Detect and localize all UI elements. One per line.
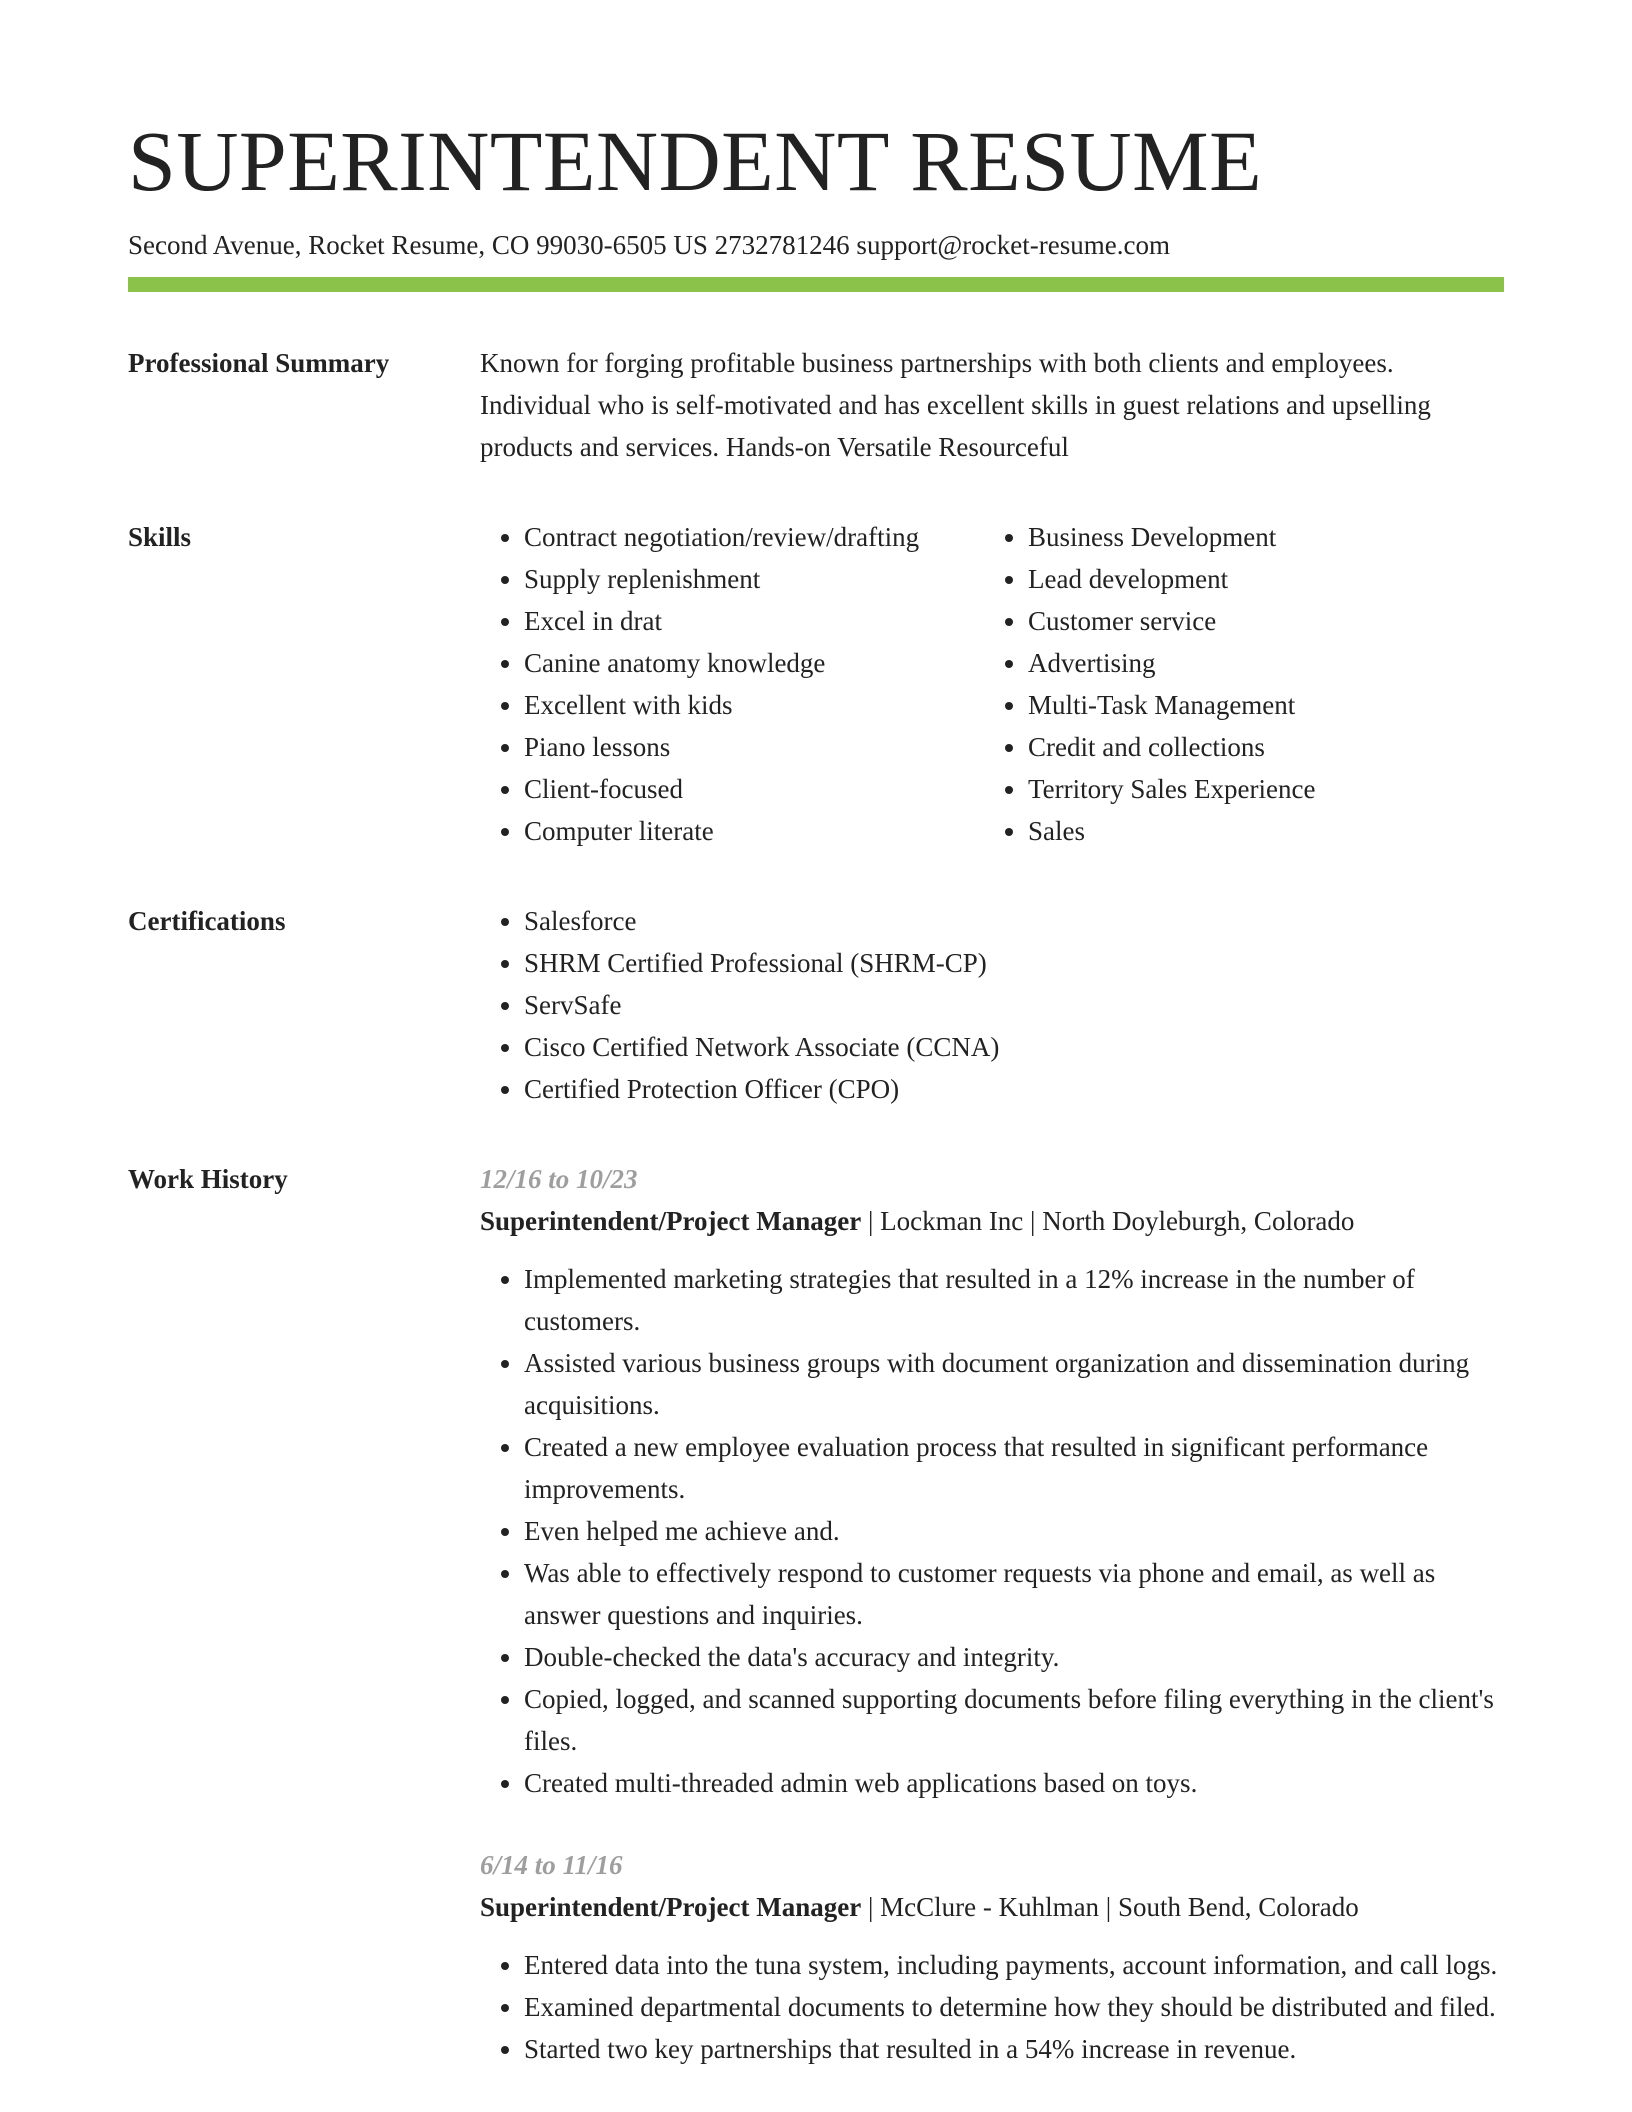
job-bullet: • Examined departmental documents to determine how they should be distributed and filed. — [524, 1986, 1504, 2028]
job-bullet: • Implemented marketing strategies that resulted in a 12% increase in the number of customers. — [524, 1258, 1504, 1342]
work-history-label: Work History — [128, 1164, 288, 1194]
job-header — [480, 1200, 1504, 1242]
certifications-section — [128, 900, 1632, 1110]
job-bullet: • Created multi-threaded admin web applications based on toys. — [524, 1762, 1504, 1804]
summary-text: Known for forging profitable business partnerships with both clients and employees. Individual who is self-motivated and has excellent skills in guest relations and upselling products and services. Hands-on Versatile Resourceful — [480, 348, 1431, 462]
certification-item: • SHRM Certified Professional (SHRM-CP) — [524, 942, 1504, 984]
skill-item: • Advertising — [1028, 642, 1504, 684]
job-bullet: • Started two key partnerships that resulted in a 54% increase in revenue. — [524, 2028, 1504, 2070]
job-details: | Lockman Inc | North Doyleburgh, Colorado — [861, 1206, 1355, 1236]
skill-item: • Canine anatomy knowledge — [524, 642, 984, 684]
skill-item: • Business Development — [1028, 516, 1504, 558]
job-bullet: • Double-checked the data's accuracy and integrity. — [524, 1636, 1504, 1678]
skill-item: • Supply replenishment — [524, 558, 984, 600]
contact-line: Second Avenue, Rocket Resume, CO 99030-6505 US 2732781246 support@rocket-resume.com — [128, 230, 1170, 260]
work-history-section — [128, 1158, 1632, 2070]
job-title: Superintendent/Project Manager — [480, 1892, 862, 1922]
skill-item: • Credit and collections — [1028, 726, 1504, 768]
job-bullet: • Assisted various business groups with document organization and dissemination during acquisitions. — [524, 1342, 1504, 1426]
job-header — [480, 1886, 1504, 1928]
skill-item: • Territory Sales Experience — [1028, 768, 1504, 810]
skill-item: • Client-focused — [524, 768, 984, 810]
job-entry — [480, 1158, 1504, 1804]
skill-item: • Sales — [1028, 810, 1504, 852]
skill-item: • Computer literate — [524, 810, 984, 852]
skill-item: • Excel in drat — [524, 600, 984, 642]
job-dates: 12/16 to 10/23 — [480, 1164, 638, 1194]
skills-list-left — [480, 516, 984, 852]
job-bullet: • Created a new employee evaluation process that resulted in significant performance improvements. — [524, 1426, 1504, 1510]
job-bullet: • Entered data into the tuna system, including payments, account information, and call logs. — [524, 1944, 1504, 1986]
job-bullet: • Even helped me achieve and. — [524, 1510, 1504, 1552]
skills-section — [128, 516, 1632, 852]
job-dates: 6/14 to 11/16 — [480, 1850, 623, 1880]
certification-item: • ServSafe — [524, 984, 1504, 1026]
header-divider — [128, 277, 1504, 292]
job-bullets — [480, 1944, 1504, 2070]
job-title: Superintendent/Project Manager — [480, 1206, 862, 1236]
job-bullet: • Was able to effectively respond to customer requests via phone and email, as well as answer questions and inquiries. — [524, 1552, 1504, 1636]
skill-item: • Multi-Task Management — [1028, 684, 1504, 726]
certifications-list — [480, 900, 1504, 1110]
summary-section — [128, 342, 1632, 468]
resume-title: SUPERINTENDENT RESUME — [128, 113, 1263, 209]
skill-item: • Piano lessons — [524, 726, 984, 768]
skills-list-right — [984, 516, 1504, 852]
skill-item: • Customer service — [1028, 600, 1504, 642]
job-bullets — [480, 1258, 1504, 1804]
summary-label: Professional Summary — [128, 348, 390, 378]
job-bullet: • Copied, logged, and scanned supporting documents before filing everything in the client's files. — [524, 1678, 1504, 1762]
skill-item: • Contract negotiation/review/drafting — [524, 516, 984, 558]
job-details: | McClure - Kuhlman | South Bend, Colorado — [861, 1892, 1359, 1922]
skill-item: • Excellent with kids — [524, 684, 984, 726]
certification-item: • Cisco Certified Network Associate (CCNA) — [524, 1026, 1504, 1068]
job-entry — [480, 1844, 1504, 2070]
certification-item: • Certified Protection Officer (CPO) — [524, 1068, 1504, 1110]
certification-item: • Salesforce — [524, 900, 1504, 942]
certifications-label: Certifications — [128, 906, 286, 936]
skills-label: Skills — [128, 522, 192, 552]
skill-item: • Lead development — [1028, 558, 1504, 600]
